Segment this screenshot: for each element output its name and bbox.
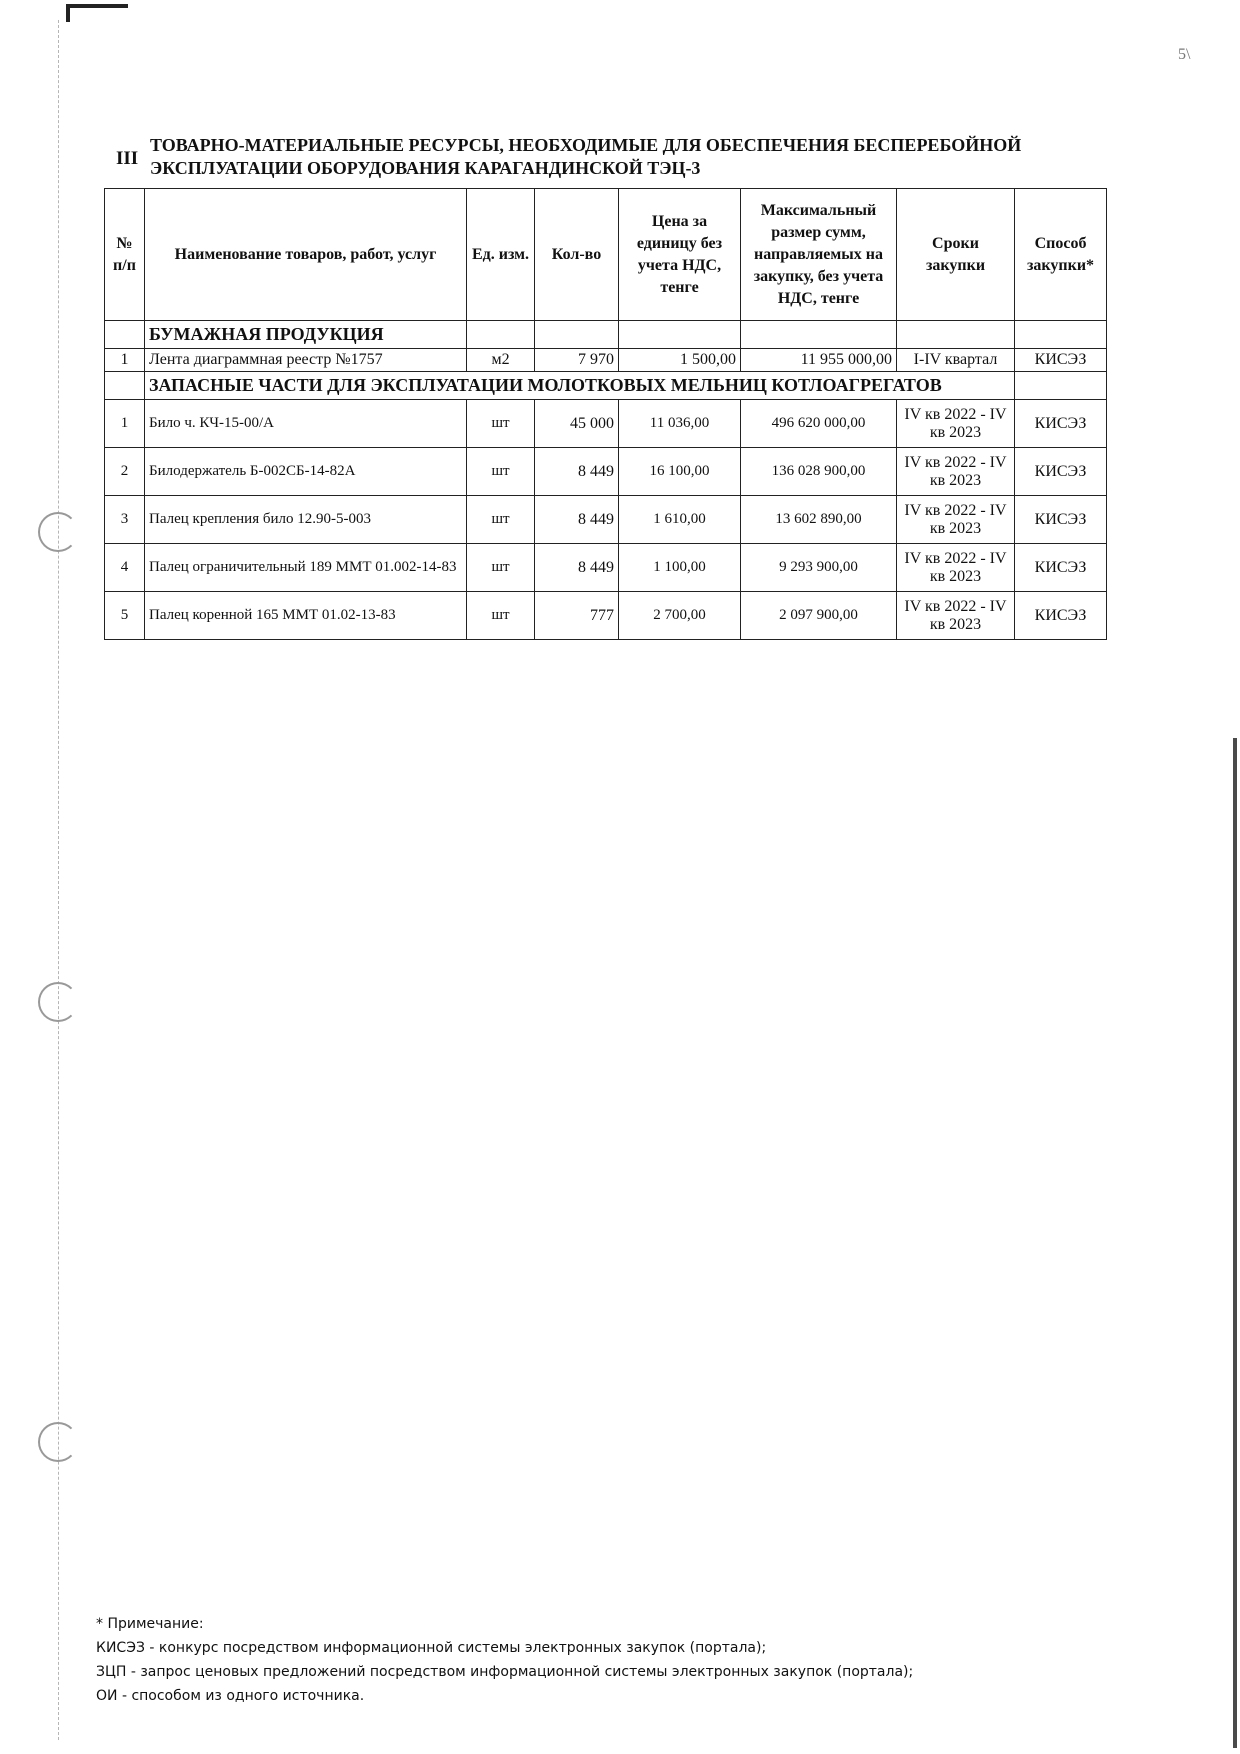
row-sum: 496 620 000,00	[741, 400, 897, 448]
header-max-sum: Максимальный размер сумм, направляемых на закупку, без учета НДС, тенге	[741, 189, 897, 321]
row-num: 3	[105, 496, 145, 544]
scan-corner-mark	[66, 4, 128, 22]
row-price: 1 100,00	[619, 544, 741, 592]
row-name: Палец крепления било 12.90-5-003	[145, 496, 467, 544]
header-num: № п/п	[105, 189, 145, 321]
row-num: 1	[105, 349, 145, 372]
row-terms: I-IV квартал	[897, 349, 1015, 372]
row-terms: IV кв 2022 - IV кв 2023	[897, 400, 1015, 448]
punch-hole-icon	[38, 982, 78, 1022]
row-price: 16 100,00	[619, 448, 741, 496]
table-row	[105, 400, 1107, 448]
section-number: III	[116, 148, 139, 169]
footnote-line: КИСЭЗ - конкурс посредством информационной системы электронных закупок (портала);	[96, 1640, 767, 1656]
category-title: БУМАЖНАЯ ПРОДУКЦИЯ	[145, 321, 467, 349]
scan-edge-right	[1233, 738, 1237, 1748]
row-terms: IV кв 2022 - IV кв 2023	[897, 592, 1015, 640]
category-title: ЗАПАСНЫЕ ЧАСТИ ДЛЯ ЭКСПЛУАТАЦИИ МОЛОТКОВЫХ МЕЛЬНИЦ КОТЛОАГРЕГАТОВ	[145, 372, 1015, 400]
header-method: Способ закупки*	[1015, 189, 1107, 321]
row-terms: IV кв 2022 - IV кв 2023	[897, 544, 1015, 592]
table-row	[105, 448, 1107, 496]
row-unit: шт	[467, 496, 535, 544]
header-name: Наименование товаров, работ, услуг	[145, 189, 467, 321]
section-title-text: ТОВАРНО-МАТЕРИАЛЬНЫЕ РЕСУРСЫ, НЕОБХОДИМЫЕ ДЛЯ ОБЕСПЕЧЕНИЯ БЕСПЕРЕБОЙНОЙ ЭКСПЛУАТАЦИИ ОБОРУДОВАНИЯ КАРАГАНДИНСКОЙ ТЭЦ-3	[150, 135, 1022, 178]
row-terms: IV кв 2022 - IV кв 2023	[897, 448, 1015, 496]
punch-hole-icon	[38, 512, 78, 552]
row-name: Билодержатель Б-002СБ-14-82А	[145, 448, 467, 496]
row-price: 11 036,00	[619, 400, 741, 448]
row-terms: IV кв 2022 - IV кв 2023	[897, 496, 1015, 544]
row-unit: шт	[467, 400, 535, 448]
row-qty: 45 000	[535, 400, 619, 448]
row-num: 4	[105, 544, 145, 592]
row-num: 5	[105, 592, 145, 640]
row-sum: 136 028 900,00	[741, 448, 897, 496]
row-unit: шт	[467, 544, 535, 592]
footnote-line: ОИ - способом из одного источника.	[96, 1688, 365, 1704]
row-unit: шт	[467, 448, 535, 496]
header-qty: Кол-во	[535, 189, 619, 321]
row-sum: 11 955 000,00	[741, 349, 897, 372]
table-row	[105, 544, 1107, 592]
footnote	[96, 1612, 913, 1708]
row-name: Палец коренной 165 ММТ 01.02-13-83	[145, 592, 467, 640]
header-unit: Ед. изм.	[467, 189, 535, 321]
row-qty: 8 449	[535, 544, 619, 592]
row-method: КИСЭЗ	[1015, 400, 1107, 448]
row-unit: м2	[467, 349, 535, 372]
row-name: Палец ограничительный 189 ММТ 01.002-14-83	[145, 544, 467, 592]
footnote-line: ЗЦП - запрос ценовых предложений посредством информационной системы электронных закупок (портала);	[96, 1664, 914, 1680]
row-price: 1 500,00	[619, 349, 741, 372]
category-row	[105, 372, 1107, 400]
row-name: Било ч. КЧ-15-00/А	[145, 400, 467, 448]
row-num: 1	[105, 400, 145, 448]
row-method: КИСЭЗ	[1015, 448, 1107, 496]
procurement-table	[104, 188, 1107, 640]
row-sum: 9 293 900,00	[741, 544, 897, 592]
scan-edge-left	[58, 20, 59, 1740]
table-row	[105, 592, 1107, 640]
row-price: 2 700,00	[619, 592, 741, 640]
punch-hole-icon	[38, 1422, 78, 1462]
row-method: КИСЭЗ	[1015, 349, 1107, 372]
row-method: КИСЭЗ	[1015, 544, 1107, 592]
row-qty: 8 449	[535, 496, 619, 544]
table-header-row	[105, 189, 1107, 321]
table-row	[105, 349, 1107, 372]
row-price: 1 610,00	[619, 496, 741, 544]
header-price: Цена за единицу без учета НДС, тенге	[619, 189, 741, 321]
row-method: КИСЭЗ	[1015, 496, 1107, 544]
footnote-title: * Примечание:	[96, 1616, 204, 1632]
row-method: КИСЭЗ	[1015, 592, 1107, 640]
row-qty: 777	[535, 592, 619, 640]
row-unit: шт	[467, 592, 535, 640]
category-row	[105, 321, 1107, 349]
row-qty: 7 970	[535, 349, 619, 372]
table-row	[105, 496, 1107, 544]
row-qty: 8 449	[535, 448, 619, 496]
header-terms: Сроки закупки	[897, 189, 1015, 321]
row-name: Лента диаграммная реестр №1757	[145, 349, 467, 372]
corner-mark: 5\	[1178, 46, 1191, 63]
row-num: 2	[105, 448, 145, 496]
row-sum: 2 097 900,00	[741, 592, 897, 640]
row-sum: 13 602 890,00	[741, 496, 897, 544]
